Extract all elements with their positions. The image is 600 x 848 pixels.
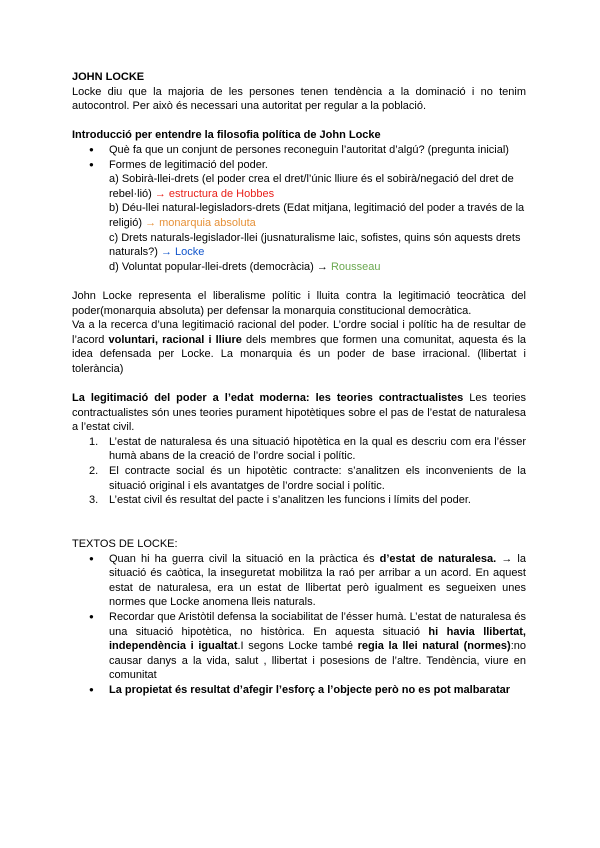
rousseau-text: Rousseau xyxy=(330,260,381,273)
section-heading-intro: Introducció per entendre la filosofia política de John Locke xyxy=(72,129,381,142)
list-item: ● Formes de legitimació del poder. a) Sobirà-llei-drets (el poder crea el dret/l’únic lliure és el sobirà/negació del dret de rebel·lió) → estructura de Hobbes b) Déu-llei natural-legisladors-drets (Edat mitjana, legitimació del poder a través de la religió) → monarquia absoluta c) Drets naturals-legislador-llei (jusnaturalisme laic, sofistes, quins són aquests drets naturals?) → Locke d) Voluntat popular-llei-drets (democràcia) → Rousseau xyxy=(72,158,526,275)
document-page xyxy=(72,70,526,698)
locke-text: Locke xyxy=(175,246,205,259)
legitimation-d: d) Voluntat popular-llei-drets (democràcia) → Rousseau xyxy=(109,260,381,273)
contractualist-paragraph: La legitimació del poder a l’edat moderna: les teories contractualistes Les teories contractualistes són unes teories purament hipotètiques sobre el pas de l’estat de naturalesa a l’estat civil. xyxy=(72,392,526,434)
list-item: ● Què fa que un conjunt de persones reconeguin l’autoritat d’algú? (pregunta inicial) xyxy=(72,143,526,158)
list-item: ● Quan hi ha guerra civil la situació en la pràctica és d’estat de naturalesa. → la situació és caòtica, la inseguretat mobilitza la raó per arribar a un acord. En aquest estat de naturalesa, era un estat de llibertat però igualment es segueixen unes normes que Locke anomena lleis naturals. xyxy=(72,552,526,610)
legitimation-a: a) Sobirà-llei-drets (el poder crea el dret/l’únic lliure és el sobirà/negació del dret de rebel·lió) → estructura de Hobbes xyxy=(109,173,514,200)
section-heading-contractualist: La legitimació del poder a l’edat moderna: les teories contractualistes xyxy=(72,392,464,405)
doc-title: JOHN LOCKE xyxy=(72,71,145,83)
list-item: ● Recordar que Aristòtil defensa la sociabilitat de l’ésser humà. L’estat de naturalesa és una situació hipotètica, no històrica. En aquesta situació hi havia llibertat, independència i igualtat.I segons Locke també regia la llei natural (normes):no causar danys a la vida, salut , llibertat i posesions de l’altre. Tendència, viure en comunitat xyxy=(72,610,526,683)
list-item: 2. El contracte social és un hipotètic contracte: s’analitzen els inconvenients de la situació original i els avantatges de l’ordre social i polític. xyxy=(89,465,526,492)
intro-bullet-list xyxy=(72,143,526,274)
hobbes-link-text: estructura de Hobbes xyxy=(168,187,275,200)
list-item: 1. L’estat de naturalesa és una situació hipotètica en la qual es descriu com era l’ésser humà abans de la creació de l’ordre social i polític. xyxy=(89,435,526,463)
intro-paragraph: Locke diu que la majoria de les persones tenen tendència a la dominació i no tenim autocontrol. Per això és necessari una autoritat per regular a la població. xyxy=(72,85,526,113)
legitimation-c: c) Drets naturals-legislador-llei (jusnaturalisme laic, sofistes, quins són aquests drets naturals?) → Locke xyxy=(109,231,521,259)
liberalism-paragraph: John Locke representa el liberalisme polític i lluita contra la legitimació teocràtica del poder(monarquia absoluta) per defensar la monarquia constitucional democràtica. xyxy=(72,289,526,317)
rational-legitimation-paragraph: Va a la recerca d’una legitimació racional del poder. L’ordre social i polític ha de resultar de l’acord voluntari, racional i lliure dels membres que formen una comunitat, aquesta és la idea defensada per Locke. La monarquia és un poder de base irracional. (llibertat i tolerància) xyxy=(72,319,527,375)
list-item: 3. L’estat civil és resultat del pacte i s’analitzen les funcions i límits del poder. xyxy=(89,494,471,507)
section-heading-texts: TEXTOS DE LOCKE: xyxy=(72,538,178,550)
monarquia-text: monarquia absoluta xyxy=(159,216,256,229)
contract-steps-list xyxy=(72,435,526,508)
texts-bullet-list xyxy=(72,552,526,698)
legitimation-b: b) Déu-llei natural-legisladors-drets (Edat mitjana, legitimació del poder a través de la religió) → monarquia absoluta xyxy=(109,202,525,229)
list-item: ● La propietat és resultat d’afegir l’esforç a l’objecte però no es pot malbaratar xyxy=(72,683,526,698)
